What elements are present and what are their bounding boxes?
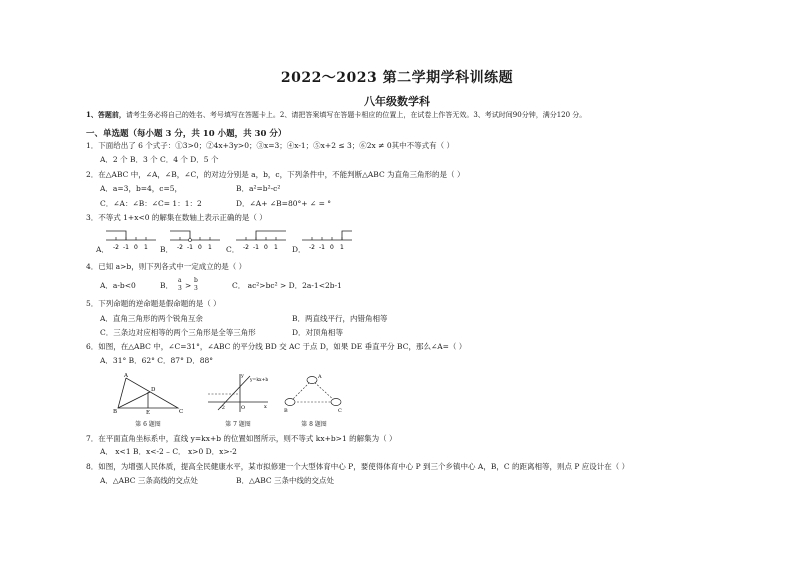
q3-numberline-b [170, 226, 222, 252]
q3-numberline-d [302, 226, 354, 252]
q7-options: A． x<1 B．x<-2 – C． x>0 D．x>-2 [100, 447, 237, 456]
q2-option-d: D．∠A+ ∠B=80°+ ∠ = ° [236, 199, 332, 208]
fig8-label: A [318, 374, 322, 380]
fig6-caption: 第 6 题图 [135, 421, 161, 428]
q4-option-b-den1: 3 [178, 285, 182, 292]
q2-option-b: B．a²=b²-c² [236, 184, 281, 193]
figure-8 [282, 372, 346, 414]
tick-label: -1 [319, 244, 325, 251]
q5-option-b: B．两直线平行，内错角相等 [292, 314, 388, 323]
q5-stem: 5．下列命题的逆命题是假命题的是（ ） [86, 299, 221, 308]
fig6-label: A [124, 373, 128, 379]
tick-label: 1 [340, 244, 344, 251]
q8-option-a: A．△ABC 三条高线的交点处 [100, 476, 198, 485]
page-subtitle: 八年级数学科 [364, 95, 430, 108]
q3-numberline-c [236, 226, 288, 252]
fig7-label: x [264, 404, 267, 410]
tick-label: -2 [113, 244, 119, 251]
q3-label-c: C． [226, 245, 240, 254]
tick-label: -1 [187, 244, 193, 251]
fig6-label: B [113, 409, 118, 415]
q5-option-d: D．对顶角相等 [292, 328, 344, 337]
fig7-label: -2 [220, 405, 225, 411]
q4-option-b-num1: a [178, 277, 182, 284]
tick-label: 0 [330, 244, 334, 251]
q4-option-b-den2: 3 [194, 285, 198, 292]
q6-stem: 6．如图，在△ABC 中，∠C=31°，∠ABC 的平分线 BD 交 AC 于点 D，如果 DE 垂直平分 BC，那么∠A=（ ） [86, 342, 467, 351]
fig6-label: E [146, 410, 151, 416]
q3-label-b: B． [160, 245, 174, 254]
q2-option-c: C．∠A：∠B：∠C= 1：1：2 [100, 199, 202, 208]
tick-label: 0 [134, 244, 138, 251]
q4-option-a: A．a-b<0 [100, 281, 136, 290]
q4-option-b-prefix: B． [160, 281, 174, 290]
exam-notice [86, 110, 756, 120]
q1-options: A．2 个 B．3 个 C．4 个 D．5 个 [100, 155, 219, 164]
q2-option-a: A．a=3，b=4，c=5， [100, 184, 183, 193]
q4-stem: 4．已知 a>b，则下列各式中一定成立的是（ ） [86, 262, 247, 271]
q1-stem: 1．下面给出了 6 个式子：①3>0；②4x+3y>0；③x=3；④x-1；⑤x+2 ≤ 3；⑥2x ≠ 0其中不等式有（ ） [86, 141, 454, 150]
fig8-label: B [284, 408, 288, 414]
q5-option-c: C．三条边对应相等的两个三角形是全等三角形 [100, 328, 256, 337]
figure-6 [112, 372, 188, 414]
notice-text: 请考生务必将自己的姓名、考号填写在答题卡上。2、请把答案填写在答题卡相应的位置上，在试卷上作答无效。3、考试时间90分钟，满分120 分。 [125, 111, 587, 119]
fig6-label: C [179, 409, 184, 415]
q3-stem: 3．不等式 1+x<0 的解集在数轴上表示正确的是（ ） [86, 213, 267, 222]
tick-label: -1 [253, 244, 259, 251]
tick-label: -1 [123, 244, 129, 251]
tick-label: 1 [274, 244, 278, 251]
q7-stem: 7．在平面直角坐标系中，直线 y=kx+b 的位置如图所示，则不等式 kx+b>1 的解集为（ ） [86, 434, 397, 443]
q5-option-a: A．直角三角形的两个锐角互余 [100, 314, 203, 323]
fig8-caption: 第 8 题图 [301, 421, 327, 428]
notice-label: 1、答题前， [86, 110, 126, 119]
q2-stem: 2．在△ABC 中，∠A，∠B，∠C，的对边分别是 a，b，c，下列条件中，不能判断△ABC 为直角三角形的是（ ） [86, 170, 465, 179]
tick-label: -2 [177, 244, 183, 251]
page-title: 2022～2023 第二学期学科训练题 [280, 70, 514, 86]
q6-options: A．31° B．62° C．87° D．88° [100, 356, 214, 365]
figure-7 [204, 372, 270, 414]
q8-stem: 8．如图，为增强人民体质，提高全民健康水平，某市拟修建一个大型体育中心 P，要使得体育中心 P 到三个乡镇中心 A，B，C 的距离相等，则点 P 应设计在（ ） [86, 462, 630, 471]
tick-label: 0 [198, 244, 202, 251]
section-heading: 一、单选题（每小题 3 分，共 10 小题，共 30 分） [86, 129, 287, 139]
q3-numberline-a [106, 226, 158, 252]
fig7-label: O [241, 405, 246, 411]
q4-option-b-gt: > [185, 281, 192, 290]
q3-label-a: A． [96, 245, 109, 254]
tick-label: -2 [243, 244, 249, 251]
fig8-label: C [338, 408, 342, 414]
q3-label-d: D． [292, 245, 306, 254]
q4-option-b-num2: b [194, 277, 198, 284]
fig7-caption: 第 7 题图 [225, 421, 251, 428]
fig7-label: y [241, 373, 244, 379]
tick-label: 0 [264, 244, 268, 251]
fig6-label: D [151, 387, 156, 393]
tick-label: -2 [309, 244, 315, 251]
q4-option-cd: C． ac²>bc² > D．2a-1<2b-1 [232, 281, 342, 290]
fig7-label: y=kx+b [250, 378, 269, 383]
q8-option-b: B．△ABC 三条中线的交点处 [236, 476, 334, 485]
tick-label: 1 [144, 244, 148, 251]
tick-label: 1 [208, 244, 212, 251]
